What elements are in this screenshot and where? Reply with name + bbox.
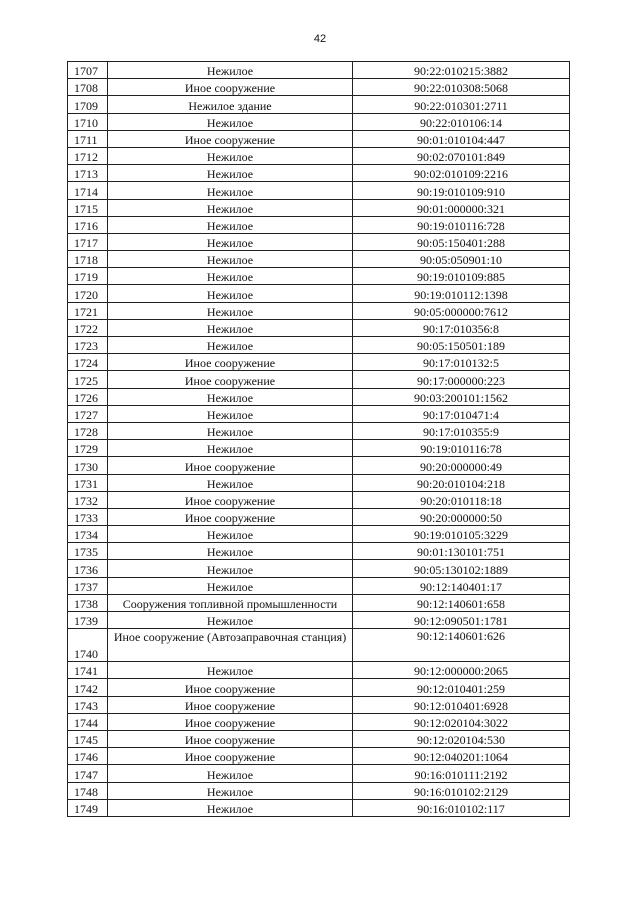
row-number-cell: 1744 (68, 713, 108, 730)
table-row (68, 405, 570, 422)
row-number-cell: 1717 (68, 233, 108, 250)
object-type-cell: Иное сооружение (108, 679, 353, 696)
cadastral-number-cell: 90:12:090501:1781 (353, 612, 570, 629)
table-row (68, 251, 570, 268)
cadastral-number-cell: 90:16:010102:117 (353, 799, 570, 816)
table-row (68, 182, 570, 199)
row-number-cell: 1749 (68, 799, 108, 816)
object-type-cell: Нежилое (108, 765, 353, 782)
object-type-cell: Нежилое (108, 113, 353, 130)
cadastral-number-cell: 90:20:000000:50 (353, 508, 570, 525)
cadastral-number-cell: 90:17:010355:9 (353, 422, 570, 439)
row-number-cell: 1738 (68, 594, 108, 611)
table-row (68, 782, 570, 799)
object-type-cell: Нежилое (108, 782, 353, 799)
cadastral-number-cell: 90:20:010104:218 (353, 474, 570, 491)
object-type-cell: Нежилое (108, 560, 353, 577)
row-number-cell: 1720 (68, 285, 108, 302)
cadastral-number-cell: 90:05:150401:288 (353, 233, 570, 250)
cadastral-number-cell: 90:12:020104:530 (353, 730, 570, 747)
cadastral-number-cell: 90:01:130101:751 (353, 543, 570, 560)
table-row (68, 713, 570, 730)
cadastral-number-cell: 90:17:000000:223 (353, 371, 570, 388)
object-type-cell: Нежилое (108, 440, 353, 457)
row-number-cell: 1715 (68, 199, 108, 216)
object-type-cell: Сооружения топливной промышленности (108, 594, 353, 611)
table-row (68, 629, 570, 662)
object-type-cell: Иное сооружение (108, 508, 353, 525)
table-row (68, 799, 570, 816)
row-number-cell: 1730 (68, 457, 108, 474)
object-type-cell: Иное сооружение (108, 713, 353, 730)
table-row (68, 354, 570, 371)
cadastral-number-cell: 90:12:040201:1064 (353, 748, 570, 765)
row-number-cell: 1714 (68, 182, 108, 199)
table-row (68, 79, 570, 96)
object-type-cell: Нежилое (108, 543, 353, 560)
table-row (68, 526, 570, 543)
cadastral-number-cell: 90:17:010471:4 (353, 405, 570, 422)
cadastral-number-cell: 90:12:000000:2065 (353, 662, 570, 679)
table-row (68, 474, 570, 491)
row-number-cell: 1747 (68, 765, 108, 782)
object-type-cell: Иное сооружение (108, 457, 353, 474)
row-number-cell: 1721 (68, 302, 108, 319)
row-number-cell: 1741 (68, 662, 108, 679)
row-number-cell: 1726 (68, 388, 108, 405)
cadastral-number-cell: 90:19:010116:78 (353, 440, 570, 457)
table-row (68, 440, 570, 457)
cadastral-number-cell: 90:19:010105:3229 (353, 526, 570, 543)
object-type-cell: Нежилое (108, 388, 353, 405)
cadastral-number-cell: 90:19:010116:728 (353, 216, 570, 233)
table-row (68, 508, 570, 525)
property-table-body (68, 62, 570, 817)
row-number-cell: 1734 (68, 526, 108, 543)
row-number-cell: 1711 (68, 130, 108, 147)
object-type-cell: Иное сооружение (108, 730, 353, 747)
table-row (68, 147, 570, 164)
cadastral-number-cell: 90:12:140601:658 (353, 594, 570, 611)
row-number-cell: 1723 (68, 337, 108, 354)
object-type-cell: Нежилое (108, 199, 353, 216)
table-row (68, 165, 570, 182)
object-type-cell: Нежилое (108, 474, 353, 491)
row-number-cell: 1722 (68, 319, 108, 336)
object-type-cell: Нежилое (108, 422, 353, 439)
property-table (67, 61, 570, 817)
cadastral-number-cell: 90:01:010104:447 (353, 130, 570, 147)
cadastral-number-cell: 90:19:010109:910 (353, 182, 570, 199)
cadastral-number-cell: 90:19:010109:885 (353, 268, 570, 285)
row-number-cell: 1748 (68, 782, 108, 799)
row-number-cell: 1724 (68, 354, 108, 371)
object-type-cell: Нежилое (108, 405, 353, 422)
cadastral-number-cell: 90:12:140401:17 (353, 577, 570, 594)
object-type-cell: Иное сооружение (108, 371, 353, 388)
row-number-cell: 1729 (68, 440, 108, 457)
row-number-cell: 1736 (68, 560, 108, 577)
table-row (68, 233, 570, 250)
cadastral-number-cell: 90:01:000000:321 (353, 199, 570, 216)
table-row (68, 371, 570, 388)
cadastral-number-cell: 90:22:010106:14 (353, 113, 570, 130)
table-row (68, 130, 570, 147)
object-type-cell: Нежилое (108, 182, 353, 199)
row-number-cell: 1746 (68, 748, 108, 765)
row-number-cell: 1732 (68, 491, 108, 508)
object-type-cell: Нежилое (108, 526, 353, 543)
table-row (68, 577, 570, 594)
cadastral-number-cell: 90:17:010132:5 (353, 354, 570, 371)
row-number-cell: 1745 (68, 730, 108, 747)
table-row (68, 457, 570, 474)
table-row (68, 730, 570, 747)
table-row (68, 268, 570, 285)
cadastral-number-cell: 90:12:010401:259 (353, 679, 570, 696)
row-number-cell: 1739 (68, 612, 108, 629)
table-row (68, 302, 570, 319)
row-number-cell: 1742 (68, 679, 108, 696)
object-type-cell: Нежилое (108, 577, 353, 594)
row-number-cell: 1709 (68, 96, 108, 113)
table-row (68, 388, 570, 405)
object-type-cell: Нежилое (108, 319, 353, 336)
table-row (68, 62, 570, 79)
cadastral-number-cell: 90:05:000000:7612 (353, 302, 570, 319)
table-row (68, 594, 570, 611)
row-number-cell: 1743 (68, 696, 108, 713)
object-type-cell: Иное сооружение (108, 354, 353, 371)
table-row (68, 199, 570, 216)
table-row (68, 337, 570, 354)
object-type-cell: Нежилое (108, 62, 353, 79)
row-number-cell: 1708 (68, 79, 108, 96)
object-type-cell: Нежилое здание (108, 96, 353, 113)
table-row (68, 491, 570, 508)
cadastral-number-cell: 90:05:150501:189 (353, 337, 570, 354)
row-number-cell: 1710 (68, 113, 108, 130)
object-type-cell: Иное сооружение (Автозаправочная станция) (108, 629, 353, 662)
row-number-cell: 1735 (68, 543, 108, 560)
object-type-cell: Нежилое (108, 302, 353, 319)
cadastral-number-cell: 90:02:070101:849 (353, 147, 570, 164)
object-type-cell: Нежилое (108, 268, 353, 285)
row-number-cell: 1718 (68, 251, 108, 268)
object-type-cell: Нежилое (108, 612, 353, 629)
object-type-cell: Нежилое (108, 337, 353, 354)
table-row (68, 696, 570, 713)
table-row (68, 285, 570, 302)
row-number-cell: 1727 (68, 405, 108, 422)
row-number-cell: 1737 (68, 577, 108, 594)
table-row (68, 319, 570, 336)
table-row (68, 662, 570, 679)
row-number-cell: 1731 (68, 474, 108, 491)
cadastral-number-cell: 90:22:010215:3882 (353, 62, 570, 79)
object-type-cell: Иное сооружение (108, 748, 353, 765)
object-type-cell: Нежилое (108, 799, 353, 816)
cadastral-number-cell: 90:03:200101:1562 (353, 388, 570, 405)
cadastral-number-cell: 90:20:000000:49 (353, 457, 570, 474)
cadastral-number-cell: 90:20:010118:18 (353, 491, 570, 508)
object-type-cell: Нежилое (108, 285, 353, 302)
row-number-cell: 1712 (68, 147, 108, 164)
object-type-cell: Нежилое (108, 147, 353, 164)
cadastral-number-cell: 90:17:010356:8 (353, 319, 570, 336)
object-type-cell: Нежилое (108, 251, 353, 268)
table-row (68, 560, 570, 577)
table-row (68, 748, 570, 765)
table-row (68, 679, 570, 696)
cadastral-number-cell: 90:02:010109:2216 (353, 165, 570, 182)
cadastral-number-cell: 90:22:010301:2711 (353, 96, 570, 113)
row-number-cell: 1719 (68, 268, 108, 285)
cadastral-number-cell: 90:12:010401:6928 (353, 696, 570, 713)
row-number-cell: 1707 (68, 62, 108, 79)
object-type-cell: Иное сооружение (108, 79, 353, 96)
row-number-cell: 1733 (68, 508, 108, 525)
row-number-cell: 1725 (68, 371, 108, 388)
object-type-cell: Иное сооружение (108, 696, 353, 713)
cadastral-number-cell: 90:22:010308:5068 (353, 79, 570, 96)
row-number-cell: 1740 (68, 629, 108, 662)
table-row (68, 96, 570, 113)
table-row (68, 216, 570, 233)
row-number-cell: 1728 (68, 422, 108, 439)
object-type-cell: Нежилое (108, 233, 353, 250)
row-number-cell: 1713 (68, 165, 108, 182)
cadastral-number-cell: 90:05:130102:1889 (353, 560, 570, 577)
table-row (68, 612, 570, 629)
cadastral-number-cell: 90:19:010112:1398 (353, 285, 570, 302)
table-row (68, 422, 570, 439)
cadastral-number-cell: 90:16:010111:2192 (353, 765, 570, 782)
object-type-cell: Нежилое (108, 216, 353, 233)
object-type-cell: Нежилое (108, 662, 353, 679)
cadastral-number-cell: 90:12:140601:626 (353, 629, 570, 662)
object-type-cell: Иное сооружение (108, 130, 353, 147)
cadastral-number-cell: 90:05:050901:10 (353, 251, 570, 268)
cadastral-number-cell: 90:16:010102:2129 (353, 782, 570, 799)
object-type-cell: Нежилое (108, 165, 353, 182)
table-row (68, 113, 570, 130)
table-row (68, 765, 570, 782)
page-number: 42 (313, 33, 327, 45)
object-type-cell: Иное сооружение (108, 491, 353, 508)
table-row (68, 543, 570, 560)
row-number-cell: 1716 (68, 216, 108, 233)
cadastral-number-cell: 90:12:020104:3022 (353, 713, 570, 730)
